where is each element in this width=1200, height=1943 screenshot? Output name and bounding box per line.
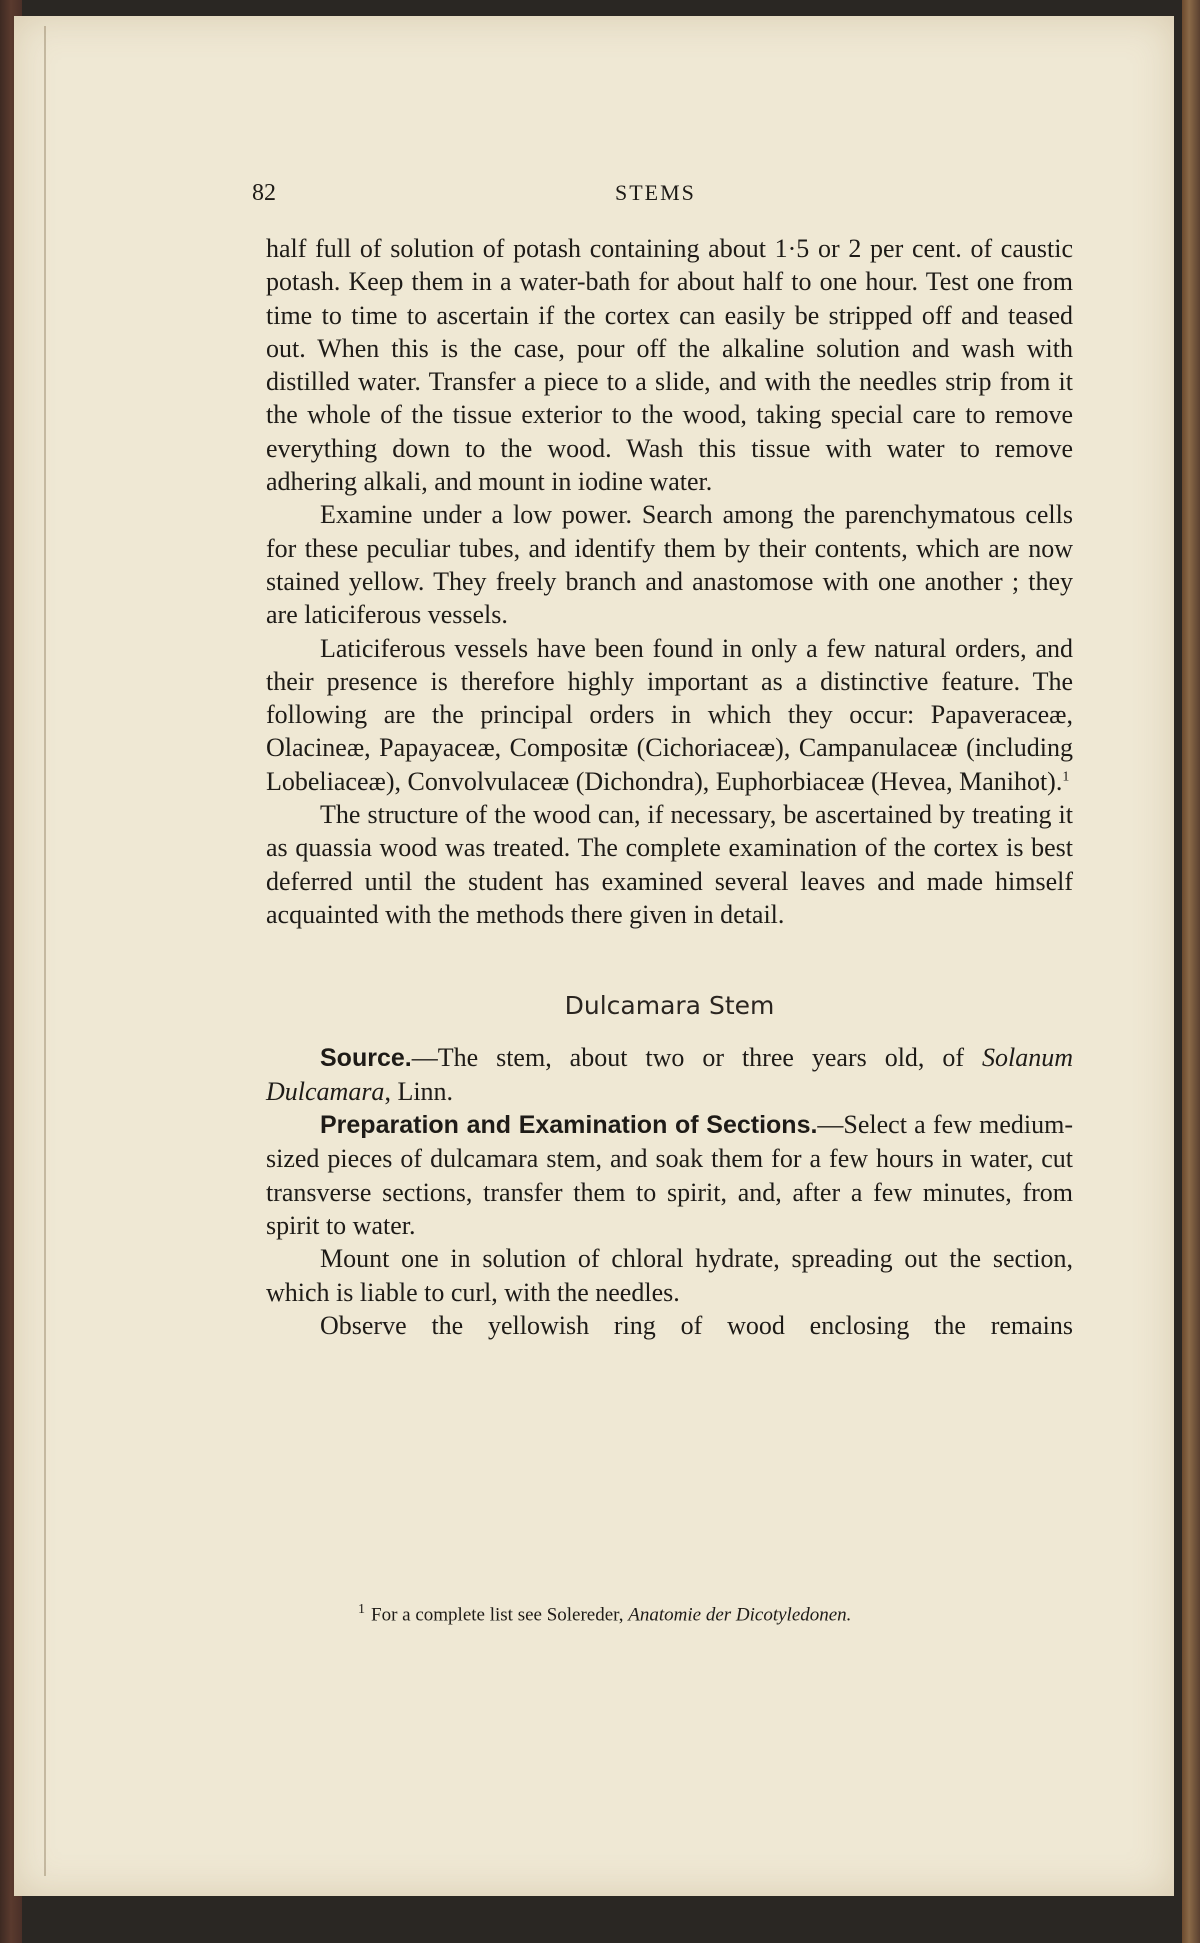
paragraph-examine: Examine under a low power. Search among the parenchymatous cells for these peculiar tubes, and identify them by their contents, which are now stained yellow. They freely branch and anastomose with one another ; they are laticiferous vessels. bbox=[266, 500, 1073, 630]
footnote-reference: 1 bbox=[1062, 769, 1070, 785]
page-number: 82 bbox=[252, 180, 276, 206]
footnote-text: For a complete list see Solereder, bbox=[371, 1604, 629, 1626]
paragraph-mount: Mount one in solution of chloral hydrate, spreading out the section, which is liable to curl, with the needles. bbox=[266, 1244, 1073, 1307]
paragraph-source: Source.—The stem, about two or three years old, of Solanum Dulcamara, Linn. bbox=[266, 1042, 1073, 1106]
preparation-label: Preparation and Examination of Sections. bbox=[320, 1111, 818, 1140]
section-heading: Dulcamara Stem bbox=[564, 991, 775, 1021]
paragraph-laticiferous: Laticiferous vessels have been found in only a few natural orders, and their presence is therefore highly important as a distinctive feature. The following are the principal orders in which they occur: Papaveraceæ, Olacineæ, Papayaceæ, Compositæ (Cichoriaceæ), Campanulaceæ (including Lobeliaceæ), Convolvulaceæ (Dichondra), Euphorbiaceæ (Hevea, Manihot).$^1$ bbox=[266, 633, 1073, 796]
paragraph-preparation: Preparation and Examination of Sections.—Select a few medium-sized pieces of dulcamara stem, and soak them for a few hours in water, cut transverse sections, transfer them to spirit, and, after a few minutes, from spirit to water. bbox=[266, 1110, 1073, 1241]
source-label: Source. bbox=[320, 1043, 412, 1072]
body-text bbox=[266, 232, 1073, 1342]
species-name: Solanum Dulcamara bbox=[266, 1042, 1073, 1106]
book-binding-right bbox=[1182, 0, 1200, 1943]
running-head bbox=[0, 180, 1200, 220]
paragraph-observe: Observe the yellowish ring of wood enclosing the remains bbox=[320, 1310, 1073, 1340]
footnote-title: Anatomie der Dicotyledonen. bbox=[628, 1604, 852, 1626]
paragraph-potash: half full of solution of potash containing about 1·5 or 2 per cent. of caustic potash. Keep them in a water-bath for about half to one hour. Test one from time to time to ascertain if the cortex can easily be stripped off and teased out. When this is the case, pour off the alkaline solution and wash with distilled water. Transfer a piece to a slide, and with the needles strip from it the whole of the tissue exterior to the wood, taking special care to remove everything down to the wood. Wash this tissue with water to remove adhering alkali, and mount in iodine water. bbox=[266, 234, 1073, 497]
page-gutter-line bbox=[44, 26, 46, 1876]
footnote bbox=[358, 1602, 1118, 1626]
paragraph-structure: The structure of the wood can, if necessary, be ascertained by treating it as quassia wood was treated. The complete examination of the cortex is best deferred until the student has examined several leaves and made himself acquainted with the methods there given in detail. bbox=[266, 800, 1073, 929]
footnote-mark: 1 bbox=[358, 1602, 365, 1617]
running-title: STEMS bbox=[615, 180, 696, 205]
